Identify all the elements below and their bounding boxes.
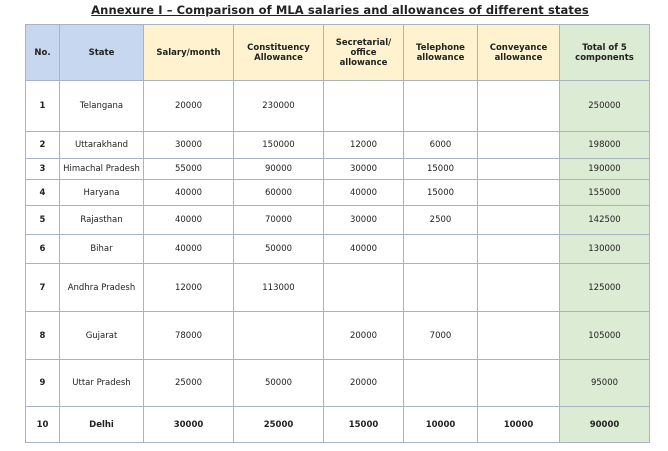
cell-telephone: 6000: [404, 132, 478, 159]
header-secretarial: Secretarial/ office allowance: [324, 25, 404, 81]
salary-comparison-table: [25, 24, 650, 443]
cell-state: Delhi: [60, 407, 144, 443]
cell-state: Uttarakhand: [60, 132, 144, 159]
cell-no: 9: [26, 360, 60, 407]
cell-conveyance: [478, 235, 560, 264]
cell-no: 6: [26, 235, 60, 264]
cell-state: Uttar Pradesh: [60, 360, 144, 407]
cell-secretarial: 40000: [324, 235, 404, 264]
cell-conveyance: 10000: [478, 407, 560, 443]
cell-no: 7: [26, 264, 60, 312]
cell-conveyance: [478, 180, 560, 206]
table-row: [26, 132, 650, 159]
header-conveyance: Conveyance allowance: [478, 25, 560, 81]
cell-salary: 25000: [144, 360, 234, 407]
table-row: [26, 264, 650, 312]
cell-constituency: 50000: [234, 360, 324, 407]
cell-total: 125000: [560, 264, 650, 312]
cell-no: 5: [26, 206, 60, 235]
cell-salary: 40000: [144, 206, 234, 235]
cell-constituency: 113000: [234, 264, 324, 312]
cell-telephone: [404, 235, 478, 264]
cell-secretarial: 40000: [324, 180, 404, 206]
cell-no: 10: [26, 407, 60, 443]
header-telephone: Telephone allowance: [404, 25, 478, 81]
cell-secretarial: [324, 81, 404, 132]
cell-secretarial: 30000: [324, 159, 404, 180]
cell-state: Gujarat: [60, 312, 144, 360]
cell-conveyance: [478, 81, 560, 132]
table-row: [26, 312, 650, 360]
cell-no: 1: [26, 81, 60, 132]
table-row: [26, 206, 650, 235]
table-row: [26, 360, 650, 407]
cell-total: 250000: [560, 81, 650, 132]
cell-constituency: 150000: [234, 132, 324, 159]
cell-conveyance: [478, 312, 560, 360]
header-no: No.: [26, 25, 60, 81]
cell-secretarial: 30000: [324, 206, 404, 235]
table-header-row: [26, 25, 650, 81]
cell-state: Haryana: [60, 180, 144, 206]
cell-constituency: 25000: [234, 407, 324, 443]
cell-total: 155000: [560, 180, 650, 206]
cell-no: 2: [26, 132, 60, 159]
cell-telephone: [404, 264, 478, 312]
header-constituency: Constituency Allowance: [234, 25, 324, 81]
cell-telephone: 15000: [404, 159, 478, 180]
cell-state: Bihar: [60, 235, 144, 264]
cell-total: 90000: [560, 407, 650, 443]
cell-total: 105000: [560, 312, 650, 360]
cell-state: Andhra Pradesh: [60, 264, 144, 312]
table-row: [26, 81, 650, 132]
cell-telephone: [404, 360, 478, 407]
cell-telephone: 2500: [404, 206, 478, 235]
cell-secretarial: 20000: [324, 360, 404, 407]
cell-constituency: 60000: [234, 180, 324, 206]
cell-secretarial: 15000: [324, 407, 404, 443]
header-state: State: [60, 25, 144, 81]
cell-conveyance: [478, 206, 560, 235]
cell-total: 142500: [560, 206, 650, 235]
cell-salary: 30000: [144, 132, 234, 159]
cell-telephone: [404, 81, 478, 132]
table-row: [26, 235, 650, 264]
cell-telephone: 15000: [404, 180, 478, 206]
cell-no: 8: [26, 312, 60, 360]
cell-state: Himachal Pradesh: [60, 159, 144, 180]
cell-secretarial: [324, 264, 404, 312]
cell-constituency: 230000: [234, 81, 324, 132]
cell-conveyance: [478, 360, 560, 407]
cell-total: 198000: [560, 132, 650, 159]
cell-salary: 78000: [144, 312, 234, 360]
cell-constituency: 50000: [234, 235, 324, 264]
table-row: [26, 407, 650, 443]
cell-constituency: [234, 312, 324, 360]
cell-conveyance: [478, 159, 560, 180]
table-row: [26, 180, 650, 206]
cell-total: 95000: [560, 360, 650, 407]
cell-conveyance: [478, 264, 560, 312]
cell-salary: 20000: [144, 81, 234, 132]
cell-conveyance: [478, 132, 560, 159]
cell-salary: 40000: [144, 180, 234, 206]
cell-salary: 30000: [144, 407, 234, 443]
cell-no: 4: [26, 180, 60, 206]
table-row: [26, 159, 650, 180]
cell-telephone: 10000: [404, 407, 478, 443]
cell-total: 130000: [560, 235, 650, 264]
cell-total: 190000: [560, 159, 650, 180]
cell-salary: 12000: [144, 264, 234, 312]
document-title: Annexure I – Comparison of MLA salaries and allowances of different states: [91, 3, 589, 17]
header-total: Total of 5 components: [560, 25, 650, 81]
cell-secretarial: 12000: [324, 132, 404, 159]
cell-telephone: 7000: [404, 312, 478, 360]
cell-constituency: 90000: [234, 159, 324, 180]
cell-salary: 40000: [144, 235, 234, 264]
cell-no: 3: [26, 159, 60, 180]
cell-state: Rajasthan: [60, 206, 144, 235]
cell-state: Telangana: [60, 81, 144, 132]
cell-secretarial: 20000: [324, 312, 404, 360]
cell-salary: 55000: [144, 159, 234, 180]
header-salary: Salary/month: [144, 25, 234, 81]
cell-constituency: 70000: [234, 206, 324, 235]
